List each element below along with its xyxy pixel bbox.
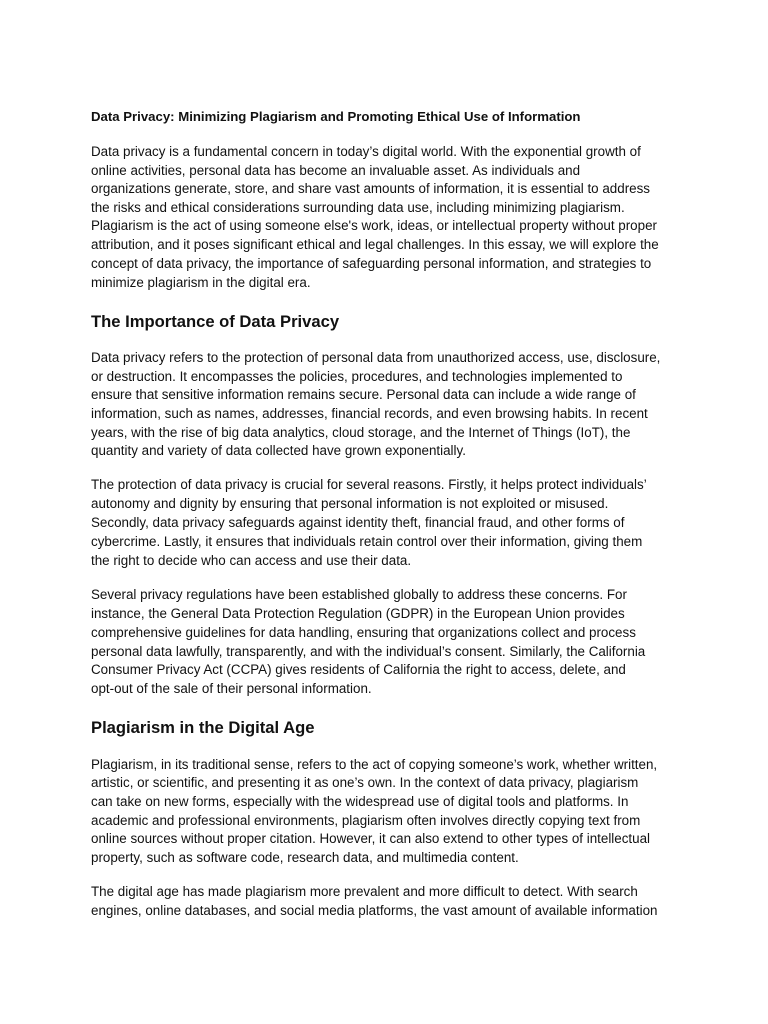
paragraph-line: concept of data privacy, the importance of safeguarding personal information, and strategies to <box>91 256 652 271</box>
paragraph-line: organizations generate, store, and share vast amounts of information, it is essential to address <box>91 181 650 196</box>
paragraph-line: information, such as names, addresses, financial records, and even browsing habits. In recent <box>91 406 648 421</box>
paragraph-line: quantity and variety of data collected have grown exponentially. <box>91 443 466 458</box>
paragraph-line: or destruction. It encompasses the policies, procedures, and technologies implemented to <box>91 369 623 384</box>
section-heading: Plagiarism in the Digital Age <box>91 718 315 737</box>
paragraph-line: Data privacy refers to the protection of personal data from unauthorized access, use, disclosure, <box>91 350 661 365</box>
paragraph-line: artistic, or scientific, and presenting it as one’s own. In the context of data privacy, plagiarism <box>91 775 639 790</box>
document-title: Data Privacy: Minimizing Plagiarism and Promoting Ethical Use of Information <box>91 109 581 124</box>
paragraph-line: can take on new forms, especially with the widespread use of digital tools and platforms. In <box>91 794 629 809</box>
paragraph-line: Plagiarism is the act of using someone else's work, ideas, or intellectual property without proper <box>91 218 657 233</box>
paragraph-line: minimize plagiarism in the digital era. <box>91 275 311 290</box>
paragraph-line: engines, online databases, and social media platforms, the vast amount of available information <box>91 903 658 918</box>
paragraph-line: online activities, personal data has become an invaluable asset. As individuals and <box>91 163 581 178</box>
paragraph-line: Plagiarism, in its traditional sense, refers to the act of copying someone’s work, whether written, <box>91 757 658 772</box>
paragraph-line: instance, the General Data Protection Regulation (GDPR) in the European Union provides <box>91 606 625 621</box>
paragraph-line: cybercrime. Lastly, it ensures that individuals retain control over their information, giving them <box>91 534 643 549</box>
paragraph-line: property, such as software code, research data, and multimedia content. <box>91 850 519 865</box>
paragraph-line: autonomy and dignity by ensuring that personal information is not exploited or misused. <box>91 496 609 511</box>
paragraph-line: opt-out of the sale of their personal information. <box>91 681 372 696</box>
paragraph-line: Consumer Privacy Act (CCPA) gives residents of California the right to access, delete, and <box>91 662 626 677</box>
paragraph-line: the right to decide who can access and use their data. <box>91 553 412 568</box>
paragraph-line: Data privacy is a fundamental concern in today’s digital world. With the exponential growth of <box>91 144 641 159</box>
paragraph-line: years, with the rise of big data analytics, cloud storage, and the Internet of Things (IoT), the <box>91 425 631 440</box>
paragraph-line: Several privacy regulations have been established globally to address these concerns. For <box>91 587 627 602</box>
paragraph-line: Secondly, data privacy safeguards against identity theft, financial fraud, and other forms of <box>91 515 625 530</box>
paragraph-line: attribution, and it poses significant ethical and legal challenges. In this essay, we will explore the <box>91 237 659 252</box>
paragraph-line: online sources without proper citation. However, it can also extend to other types of intellectual <box>91 831 650 846</box>
paragraph-line: the risks and ethical considerations surrounding data use, including minimizing plagiarism. <box>91 200 625 215</box>
paragraph-line: comprehensive guidelines for data handling, ensuring that organizations collect and process <box>91 625 636 640</box>
section-heading: The Importance of Data Privacy <box>91 312 340 331</box>
paragraph-line: ensure that sensitive information remains secure. Personal data can include a wide range of <box>91 387 636 402</box>
paragraph-line: The digital age has made plagiarism more prevalent and more difficult to detect. With search <box>91 884 638 899</box>
paragraph-line: The protection of data privacy is crucial for several reasons. Firstly, it helps protect individuals’ <box>91 477 647 492</box>
paragraph-line: academic and professional environments, plagiarism often involves directly copying text from <box>91 813 641 828</box>
paragraph-line: personal data lawfully, transparently, and with the individual’s consent. Similarly, the California <box>91 644 646 659</box>
